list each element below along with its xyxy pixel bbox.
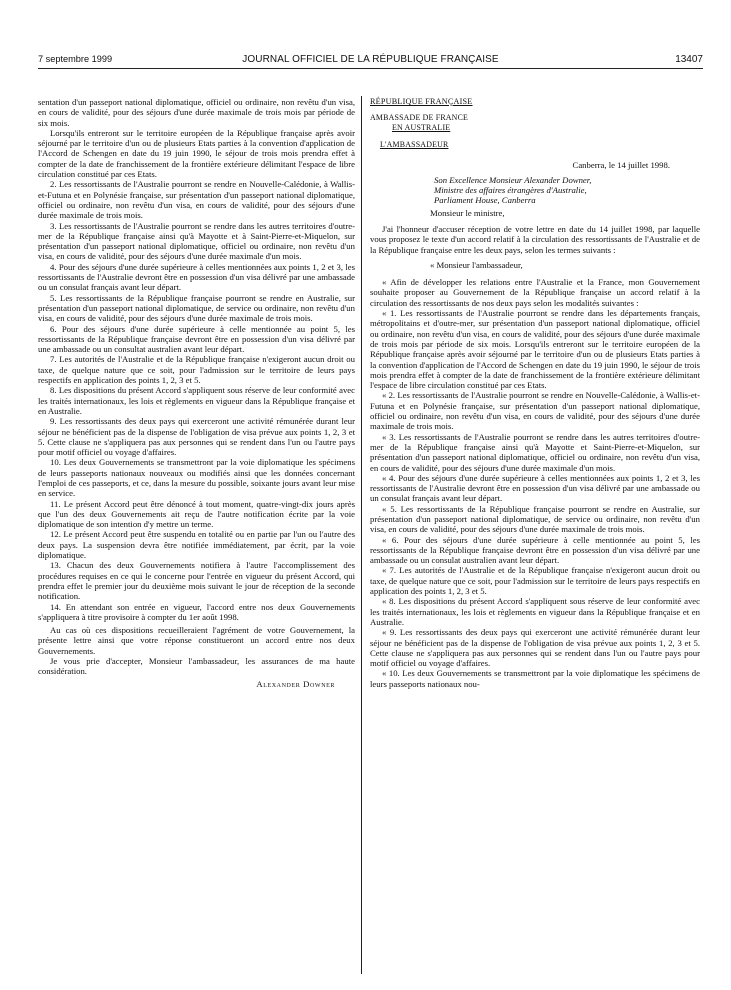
ambassador-heading: L'AMBASSADEUR — [380, 140, 449, 150]
republic-heading: RÉPUBLIQUE FRANÇAISE — [370, 97, 473, 106]
paragraph: « 10. Les deux Gouvernements se transmettront par la voie diplomatique les spécimens de leurs passeports nationaux nou- — [370, 668, 700, 689]
paragraph: 4. Pour des séjours d'une durée supérieure à celles mentionnées aux points 1, 2 et 3, les ressortissants de l'Australie devront être en possession d'un visa délivré par une ambassade ou un consulat français avant leur départ. — [38, 261, 355, 293]
paragraph: 2. Les ressortissants de l'Australie pourront se rendre en Nouvelle-Calédonie, à Wallis-et-Futuna et en Polynésie française, sur présentation d'un passeport national diplomatique, officiel ou ordinaire, non revêtu d'un visa, en cours de validité, pour des séjours d'une durée maximale de trois mois. — [38, 179, 355, 221]
page-number: 13407 — [675, 54, 703, 65]
paragraph: 6. Pour des séjours d'une durée supérieure à celle mentionnée au point 5, les ressortissants de la République française devront être en possession d'un visa délivré par une ambassade ou un consultat australien avant leur départ. — [38, 323, 355, 355]
paragraph: 11. Le présent Accord peut être dénoncé à tout moment, quatre-vingt-dix jours après que l'un des deux Gouvernements ait reçu de l'autre notification écrite par la voie diplomatique de son intention d'y mettre un terme. — [38, 498, 355, 530]
quoted-salutation: « Monsieur l'ambassadeur, — [430, 259, 523, 270]
paragraph: Au cas où ces dispositions recueilleraient l'agrément de votre Gouvernement, la présente lettre ainsi que votre réponse constitueront un accord entre nos deux Gouvernements. — [38, 625, 355, 656]
embassy-subheading: EN AUSTRALIE — [392, 122, 451, 132]
paragraph: « 9. Les ressortissants des deux pays qui exerceront une activité rémunérée durant leur séjour ne bénéficient pas de la dispense de l'obligation de visa prévue aux points 1, 2, 3 et 5. Cette clause ne s'appliquera pas aux personnes qui se rendent dans l'un ou l'autre pays pour motif officiel ou voyage d'affaires. — [370, 627, 700, 669]
embassy-heading: AMBASSADE DE FRANCE — [370, 113, 469, 123]
paragraph: 3. Les ressortissants de l'Australie pourront se rendre dans les autres territoires d'outre-mer de la République française ainsi qu'à Mayotte et à Saint-Pierre-et-Miquelon, sur présentation d'un passeport national diplomatique, officiel ou ordinaire, non revêtu d'un visa, en cours de validité, pour des séjours d'une durée maximale d'un mois. — [38, 220, 355, 262]
paragraph: « 3. Les ressortissants de l'Australie pourront se rendre dans les autres territoires d'outre-mer de la République française ainsi qu'à Mayotte et Saint-Pierre-et-Miquelon, sur présentation d'un passeport national diplomatique, officiel ou ordinaire, non revêtu d'un visa, en cours de validité, pour des séjours d'une durée maximale d'un mois. — [370, 431, 700, 473]
paragraph: 5. Les ressortissants de la République française pourront se rendre en Australie, sur présentation d'un passeport national diplomatique, de service ou ordinaire, non revêtu d'un visa, en cours de validité, pour des séjours d'une durée maximale de trois mois. — [38, 292, 355, 324]
addressee-line: Son Excellence Monsieur Alexander Downer, — [434, 174, 592, 185]
salutation: Monsieur le ministre, — [430, 207, 505, 218]
paragraph: « 5. Les ressortissants de la République française pourront se rendre en Australie, sur présentation d'un passeport national diplomatique, de service ou ordinaire, non revêtu d'un visa, en cours de validité, pour des séjours d'une durée maximale de trois mois. — [370, 503, 700, 535]
paragraph: Lorsqu'ils entreront sur le territoire européen de la République française après avoir séjourné par le territoire d'un ou de plusieurs Etats parties à la convention d'application de l'Accord de Schengen en date du 19 juin 1990, le séjour de trois mois prendra effet à compter de la date de franchissement de la frontière extérieure délimitant l'espace de libre circulation constitué par ces Etats. — [38, 127, 355, 180]
header-rule — [38, 68, 703, 69]
paragraph: 14. En attendant son entrée en vigueur, l'accord entre nos deux Gouvernements s'appliquera à titre provisoire à compter du 1er août 1998. — [38, 601, 355, 622]
paragraph: « 1. Les ressortissants de l'Australie pourront se rendre dans les départements français, métropolitains et d'outre-mer, sur présentation d'un passeport national diplomatique, officiel ou ordinaire, non revêtu d'un visa, en cours de validité, pour des séjours d'une durée maximale de trois mois par période de six mois. Lorsqu'ils entreront sur le territoire européen de la République française après avoir séjourné par le territoire d'un ou de plusieurs Etats parties à la convention d'application de l'Accord de Schengen en date du 19 juin 1990, le séjour de trois mois prendra effet à compter de la date de franchissement de la frontière extérieure délimitant l'espace de libre circulation constitué par ces Etats. — [370, 308, 700, 391]
addressee-block — [370, 175, 700, 206]
column-divider — [361, 96, 362, 974]
paragraph: Je vous prie d'accepter, Monsieur l'ambassadeur, les assurances de ma haute considération. — [38, 656, 355, 677]
paragraph: sentation d'un passeport national diplomatique, officiel ou ordinaire, non revêtu d'un visa, en cours de validité, pour des séjours d'une durée maximale de trois mois par période de six mois. — [38, 97, 355, 128]
paragraph: « 7. Les autorités de l'Australie et de la République française n'exigeront aucun droit ou taxe, de quelque nature que ce soit, pour l'admission sur le territoire de leurs pays respectifs en application des points 1, 2, 3 et 5. — [370, 565, 700, 597]
paragraph: 9. Les ressortissants des deux pays qui exerceront une activité rémunérée durant leur séjour ne bénéficient pas de la dispense de l'obligation de visa prévue aux points 1, 2, 3 et 5. Cette clause ne s'appliquera pas aux personnes qui se rendent dans l'un ou l'autre pays pour motif officiel ou voyage d'affaires. — [38, 416, 355, 458]
paragraph: 8. Les dispositions du présent Accord s'appliquent sous réserve de leur conformité avec les traités internationaux, les lois et règlements en vigueur dans la République française et en Australie. — [38, 385, 355, 416]
paragraph: 10. Les deux Gouvernements se transmettront par la voie diplomatique les spécimens de leurs passeports nationaux nouveaux ou modifiés ainsi que les données concernant l'emploi de ces passeports, et ce, dans la mesure du possible, soixante jours avant leur mise en service. — [38, 457, 355, 499]
paragraph: « 6. Pour des séjours d'une durée supérieure à celle mentionnée au point 5, les ressortissants de la République française devront être en possession d'un visa délivré par une ambassade ou un consulat australien avant leur départ. — [370, 534, 700, 566]
intro-paragraph: J'ai l'honneur d'accuser réception de votre lettre en date du 14 juillet 1998, par laquelle vous proposez le texte d'un accord relatif à la circulation des ressortissants de l'Australie et de la République française entre les deux pays, selon les termes suivants : — [370, 223, 700, 255]
paragraph: « 2. Les ressortissants de l'Australie pourront se rendre en Nouvelle-Calédonie, à Wallis-et-Futuna et en Polynésie française, sur présentation d'un passeport national diplomatique, officiel ou ordinaire, non revêtu d'un visa, en cours de validité, pour des séjours d'une durée maximale de trois mois. — [370, 390, 700, 432]
addressee-line: Parliament House, Canberra — [434, 195, 536, 206]
issue-date: 7 septembre 1999 — [38, 54, 113, 64]
paragraph: 12. Le présent Accord peut être suspendu en totalité ou en partie par l'un ou l'autre des deux pays. La suspension devra être notifiée immédiatement, par écrit, par la voie diplomatique. — [38, 529, 355, 561]
addressee-line: Ministre des affaires étrangères d'Australie, — [434, 185, 587, 196]
signature: Alexander Downer — [256, 678, 335, 689]
paragraph: 13. Chacun des deux Gouvernements notifiera à l'autre l'accomplissement des procédures requises en ce qui le concerne pour l'entrée en vigueur du présent Accord, qui prendra effet le premier jour du deuxième mois suivant le jour de réception de la seconde notification. — [38, 560, 355, 602]
journal-title: JOURNAL OFFICIEL DE LA RÉPUBLIQUE FRANÇAISE — [242, 54, 499, 65]
paragraph: « 8. Les dispositions du présent Accord s'appliquent sous réserve de leur conformité avec les traités internationaux, les lois et règlements en vigueur dans la République française et en Australie. — [370, 596, 700, 627]
paragraph: « 4. Pour des séjours d'une durée supérieure à celles mentionnées aux points 1, 2 et 3, les ressortissants de l'Australie devront être en possession d'un visa délivré par une ambassade ou un consulat français avant leur départ. — [370, 472, 700, 504]
letter-dateline: Canberra, le 14 juillet 1998. — [572, 160, 670, 171]
paragraph: 7. Les autorités de l'Australie et de la République française n'exigeront aucun droit ou taxe, de quelque nature que ce soit, pour l'admission sur le territoire de leurs pays respectifs en application des points 1, 2, 3 et 5. — [38, 354, 355, 386]
paragraph: « Afin de développer les relations entre l'Australie et la France, mon Gouvernement souhaite proposer au Gouvernement de la République française un accord relatif à la circulation des ressortissants de nos deux pays selon les modalités suivantes : — [370, 277, 700, 308]
page-header — [38, 54, 703, 68]
right-column — [370, 97, 700, 689]
left-column — [38, 97, 355, 689]
